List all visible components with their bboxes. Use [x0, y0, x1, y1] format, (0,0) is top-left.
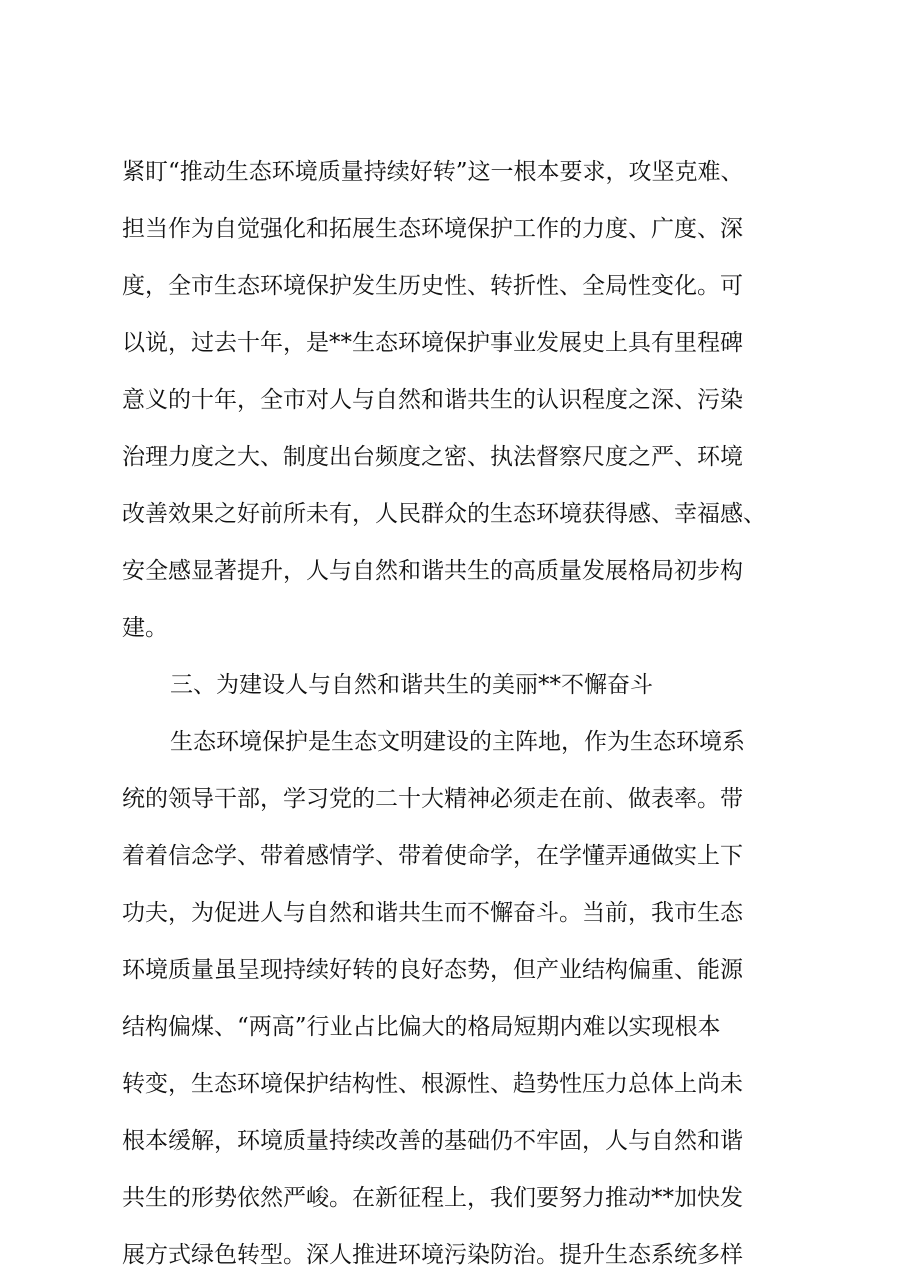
body-text-line: 以说，过去十年，是**生态环境保护事业发展史上具有里程碑	[122, 330, 743, 356]
body-text-line: 生态环境保护是生态文明建设的主阵地，作为生态环境系	[170, 729, 745, 755]
body-text-line: 统的领导干部，学习党的二十大精神必须走在前、做表率。带	[122, 786, 743, 812]
body-text-line: 担当作为自觉强化和拓展生态环境保护工作的力度、广度、深	[122, 216, 743, 242]
body-text-line: 改善效果之好前所未有，人民群众的生态环境获得感、幸福感、	[122, 501, 766, 527]
body-text-line: 环境质量虽呈现持续好转的良好态势，但产业结构偏重、能源	[122, 957, 743, 983]
body-text-line: 根本缓解，环境质量持续改善的基础仍不牢固，人与自然和谐	[122, 1128, 743, 1154]
body-text-line: 意义的十年，全市对人与自然和谐共生的认识程度之深、污染	[122, 387, 743, 413]
body-text-line: 转变，生态环境保护结构性、根源性、趋势性压力总体上尚未	[122, 1071, 743, 1097]
body-text-line: 着着信念学、带着感情学、带着使命学，在学懂弄通做实上下	[122, 843, 743, 869]
body-text-line: 功夫，为促进人与自然和谐共生而不懈奋斗。当前，我市生态	[122, 900, 743, 926]
body-text-line: 共生的形势依然严峻。在新征程上，我们要努力推动**加快发	[122, 1185, 743, 1211]
section-heading: 三、为建设人与自然和谐共生的美丽**不懈奋斗	[170, 672, 653, 698]
body-text-line: 展方式绿色转型。深人推进环境污染防治。提升生态系统多样	[122, 1242, 743, 1268]
body-text-line: 度，全市生态环境保护发生历史性、转折性、全局性变化。可	[122, 273, 743, 299]
body-text-line: 结构偏煤、“两高”行业占比偏大的格局短期内难以实现根本	[122, 1014, 721, 1040]
body-text-line: 安全感显著提升，人与自然和谐共生的高质量发展格局初步构	[122, 558, 743, 584]
body-text-line: 紧盯“推动生态环境质量持续好转”这一根本要求，攻坚克难、	[122, 159, 744, 185]
body-text-line: 建。	[122, 615, 168, 641]
body-text-line: 治理力度之大、制度出台频度之密、执法督察尺度之严、环境	[122, 444, 743, 470]
